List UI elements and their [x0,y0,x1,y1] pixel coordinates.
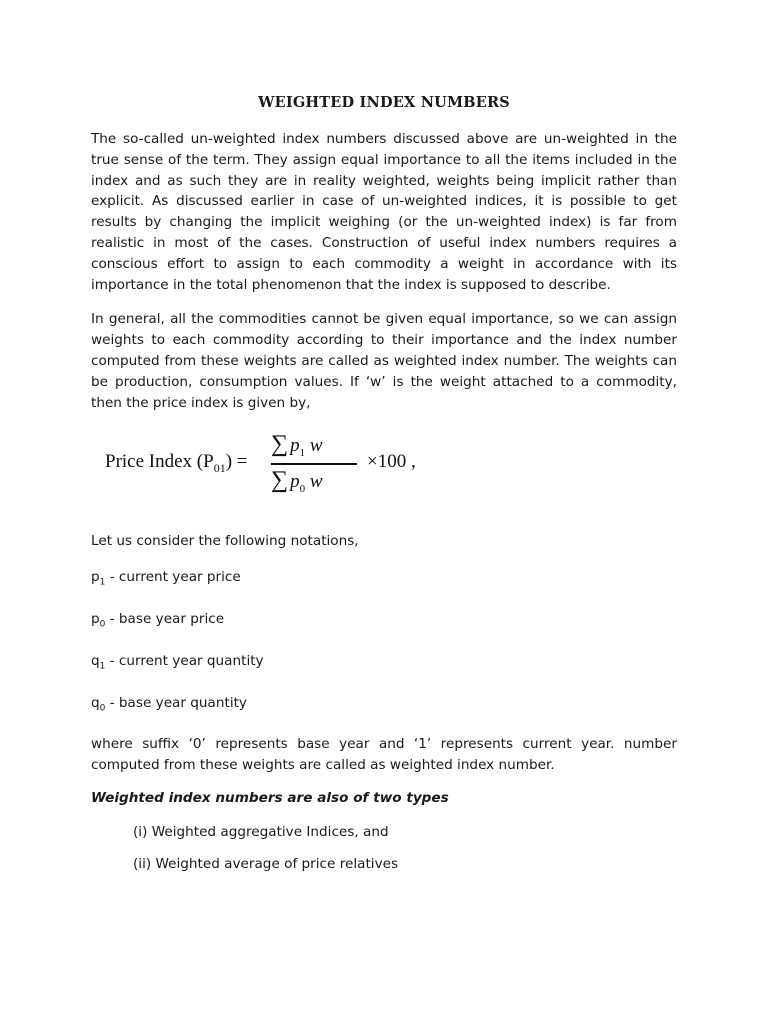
intro-paragraph: The so-called un-weighted index numbers discussed above are un-weighted in the true sense of the term. They assign equal importance to all the items included in the index and as such they are in reality weighted, weights being implicit rather than explicit. As discussed earlier in case of un-weighted indices, it is possible to get results by changing the implicit weighing (or the un-weighted index) is far from realistic in most of the cases. Construction of useful index numbers requires a conscious effort to assign to each commodity a weight in accordance with its importance in the total phenomenon that the index is supposed to describe. [91,131,677,293]
notation-item: $q_1$ - current year quantity [91,652,264,672]
document-page [91,94,677,888]
type-item: (ii) Weighted average of price relatives [133,855,399,872]
general-paragraph: In general, all the commodities cannot be given equal importance, so we can assign weights to each commodity according to their importance and the index number computed from these weights are called as weighted index number. The weights can be production, consumption values. If ‘w’ is the weight attached to a commodity, then the price index is given by, [91,311,677,411]
types-heading: Weighted index numbers are also of two types [91,789,449,806]
suffix-paragraph: where suffix ‘0’ represents base year and ‘1’ represents current year. number computed from these weights are called as weighted index number. [91,736,677,774]
formula-denominator: ∑ $p_0$ w [271,466,323,495]
formula-lhs: Price Index $(P_{01})$ = [105,451,248,476]
sigma-symbol: ∑ [271,466,289,493]
formula-rhs: ×100 , [367,451,416,473]
notation-item: $p_1$ - current year price [91,569,241,589]
formula-numerator: ∑ $p_1$ w [271,431,323,460]
price-index-formula [105,427,677,501]
notations-intro: Let us consider the following notations, [91,533,359,550]
type-item: (i) Weighted aggregative Indices, and [133,823,389,840]
notation-item: $p_0$ - base year price [91,611,225,630]
formula-fraction [271,431,361,496]
fraction-bar [271,463,357,464]
page-title: WEIGHTED INDEX NUMBERS [258,94,510,111]
notation-item: $q_0$ - base year quantity [91,694,247,714]
sigma-symbol: ∑ [271,431,289,458]
